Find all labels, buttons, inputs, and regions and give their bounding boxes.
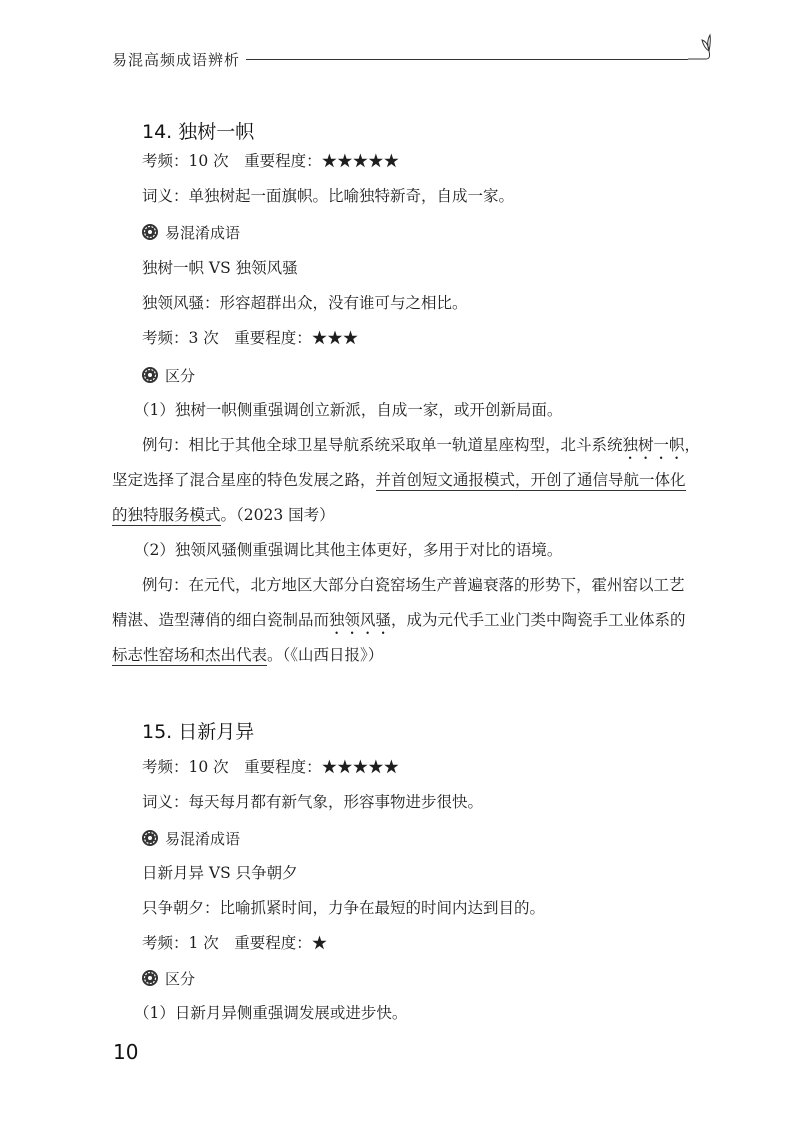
pair-line: 独树一帜 VS 独领风骚: [142, 259, 298, 277]
section-title: 15. 日新月异: [142, 721, 255, 743]
underlined-phrase: 并首创短文通报模式，开创了通信导航一体化: [375, 471, 686, 489]
sprout-icon: [684, 30, 712, 64]
example-2-line-3: 标志性窑场和杰出代表。（《山西日报》）: [112, 646, 384, 664]
header-rule: [246, 59, 688, 60]
header-title: 易混高频成语辨析: [112, 51, 241, 69]
flower-badge-icon: [141, 969, 159, 987]
flower-badge-icon: [141, 223, 159, 241]
flower-badge-icon: [141, 366, 159, 384]
example-1-line-3: 的独特服务模式。（2023 国考）: [112, 506, 335, 524]
emphasized-term: 独树一帜: [622, 436, 685, 454]
alt-frequency-line: 考频：3 次 重要程度：★★★: [142, 329, 359, 347]
example-2-line-2: 精湛、造型薄俏的细白瓷制品而独领风骚，成为元代手工业门类中陶瓷手工业体系的: [112, 611, 686, 629]
difference-point-2: （2）独领风骚侧重强调比其他主体更好，多用于对比的语境。: [134, 541, 563, 559]
emphasized-term: 独领风骚: [329, 611, 392, 629]
page-number: 10: [113, 1040, 139, 1064]
underlined-phrase: 标志性窑场和杰出代表: [112, 646, 268, 664]
difference-label: 区分: [165, 367, 196, 385]
confusable-label: 易混淆成语: [165, 830, 241, 848]
section-title: 14. 独树一帜: [142, 121, 255, 143]
example-2-line-1: 例句：在元代，北方地区大部分白瓷窑场生产普遍衰落的形势下，霍州窑以工艺: [142, 576, 685, 594]
meaning-line: 词义：单独树起一面旗帜。比喻独特新奇，自成一家。: [142, 187, 515, 205]
alt-meaning-line: 独领风骚：形容超群出众，没有谁可与之相比。: [142, 294, 468, 312]
pair-line: 日新月异 VS 只争朝夕: [142, 864, 298, 882]
frequency-line: 考频：10 次 重要程度：★★★★★: [142, 758, 400, 776]
difference-point-1: （1）日新月异侧重强调发展或进步快。: [134, 1004, 408, 1022]
example-1-line-1: 例句：相比于其他全球卫星导航系统采取单一轨道星座构型，北斗系统独树一帜，: [142, 436, 701, 454]
difference-label: 区分: [165, 970, 196, 988]
frequency-line: 考频：10 次 重要程度：★★★★★: [142, 152, 400, 170]
alt-meaning-line: 只争朝夕：比喻抓紧时间，力争在最短的时间内达到目的。: [142, 899, 546, 917]
flower-badge-icon: [141, 829, 159, 847]
confusable-label: 易混淆成语: [165, 224, 241, 242]
running-header: [112, 30, 712, 70]
meaning-line: 词义：每天每月都有新气象，形容事物进步很快。: [142, 793, 484, 811]
alt-frequency-line: 考频：1 次 重要程度：★: [142, 934, 328, 952]
example-1-line-2: 坚定选择了混合星座的特色发展之路，并首创短文通报模式，开创了通信导航一体化: [112, 471, 686, 489]
difference-point-1: （1）独树一帜侧重强调创立新派，自成一家，或开创新局面。: [134, 401, 563, 419]
underlined-phrase: 的独特服务模式: [112, 506, 221, 524]
